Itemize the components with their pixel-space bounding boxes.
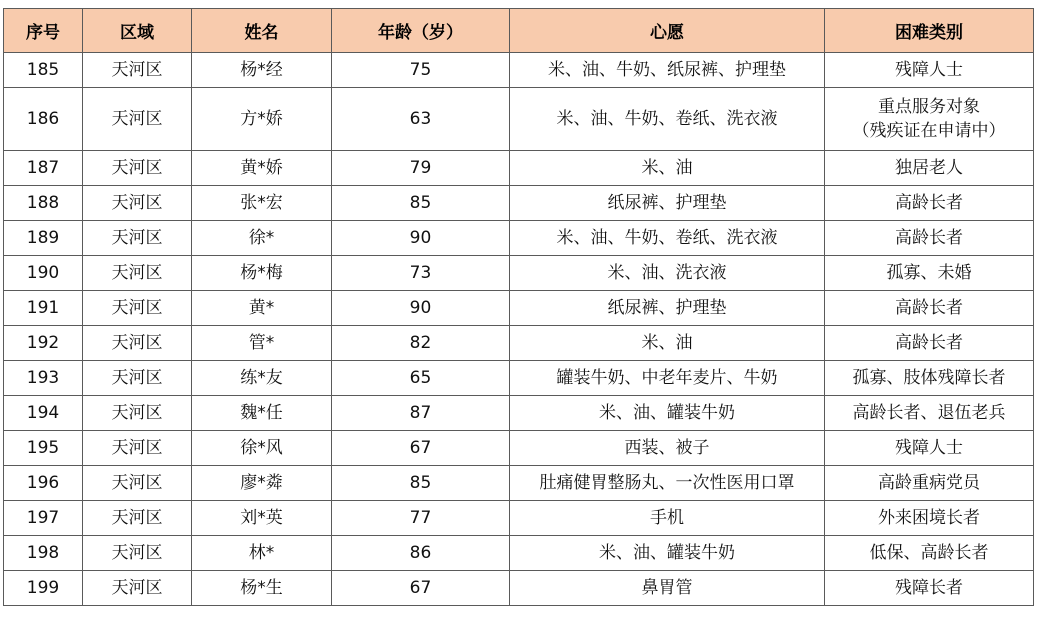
cell-wish[interactable]: 米、油、牛奶、卷纸、洗衣液 <box>510 221 825 256</box>
cell-no[interactable]: 193 <box>4 361 83 396</box>
table-row <box>4 186 1034 221</box>
cell-age[interactable]: 85 <box>332 186 510 221</box>
header-wish[interactable]: 心愿 <box>510 9 825 53</box>
cell-district[interactable]: 天河区 <box>83 256 192 291</box>
cell-no[interactable]: 187 <box>4 151 83 186</box>
header-no[interactable]: 序号 <box>4 9 83 53</box>
cell-wish[interactable]: 米、油、罐装牛奶 <box>510 396 825 431</box>
table-row <box>4 291 1034 326</box>
cell-wish[interactable]: 罐装牛奶、中老年麦片、牛奶 <box>510 361 825 396</box>
cell-wish[interactable]: 西装、被子 <box>510 431 825 466</box>
cell-district[interactable]: 天河区 <box>83 88 192 151</box>
cell-district[interactable]: 天河区 <box>83 361 192 396</box>
cell-district[interactable]: 天河区 <box>83 151 192 186</box>
header-name[interactable]: 姓名 <box>192 9 332 53</box>
cell-category[interactable]: 残障人士 <box>825 53 1034 88</box>
cell-wish[interactable]: 米、油、牛奶、卷纸、洗衣液 <box>510 88 825 151</box>
cell-age[interactable]: 87 <box>332 396 510 431</box>
cell-no[interactable]: 190 <box>4 256 83 291</box>
cell-age[interactable]: 90 <box>332 221 510 256</box>
cell-name[interactable]: 杨*生 <box>192 571 332 606</box>
cell-category[interactable]: 孤寡、未婚 <box>825 256 1034 291</box>
cell-name[interactable]: 张*宏 <box>192 186 332 221</box>
cell-category[interactable]: 高龄长者 <box>825 186 1034 221</box>
cell-district[interactable]: 天河区 <box>83 466 192 501</box>
cell-name[interactable]: 林* <box>192 536 332 571</box>
cell-category[interactable] <box>825 88 1034 151</box>
cell-no[interactable]: 198 <box>4 536 83 571</box>
cell-district[interactable]: 天河区 <box>83 326 192 361</box>
cell-wish[interactable]: 米、油 <box>510 151 825 186</box>
cell-name[interactable]: 杨*梅 <box>192 256 332 291</box>
cell-name[interactable]: 魏*任 <box>192 396 332 431</box>
cell-no[interactable]: 197 <box>4 501 83 536</box>
cell-no[interactable]: 196 <box>4 466 83 501</box>
cell-age[interactable]: 67 <box>332 571 510 606</box>
table-row <box>4 571 1034 606</box>
table-row <box>4 466 1034 501</box>
cell-age[interactable]: 75 <box>332 53 510 88</box>
cell-age[interactable]: 85 <box>332 466 510 501</box>
category-line-2: （残疾证在申请中） <box>852 121 1006 141</box>
cell-district[interactable]: 天河区 <box>83 291 192 326</box>
cell-age[interactable]: 90 <box>332 291 510 326</box>
cell-category[interactable]: 外来困境长者 <box>825 501 1034 536</box>
cell-name[interactable]: 刘*英 <box>192 501 332 536</box>
cell-no[interactable]: 188 <box>4 186 83 221</box>
table-row <box>4 256 1034 291</box>
cell-wish[interactable]: 米、油 <box>510 326 825 361</box>
cell-age[interactable]: 67 <box>332 431 510 466</box>
cell-no[interactable]: 191 <box>4 291 83 326</box>
cell-name[interactable]: 方*娇 <box>192 88 332 151</box>
cell-wish[interactable]: 米、油、牛奶、纸尿裤、护理垫 <box>510 53 825 88</box>
cell-category[interactable]: 高龄长者、退伍老兵 <box>825 396 1034 431</box>
cell-no[interactable]: 199 <box>4 571 83 606</box>
header-district[interactable]: 区域 <box>83 9 192 53</box>
cell-no[interactable]: 195 <box>4 431 83 466</box>
table-row <box>4 501 1034 536</box>
cell-name[interactable]: 廖*粦 <box>192 466 332 501</box>
cell-category[interactable]: 残障长者 <box>825 571 1034 606</box>
cell-wish[interactable]: 鼻胃管 <box>510 571 825 606</box>
cell-category[interactable]: 高龄长者 <box>825 221 1034 256</box>
cell-no[interactable]: 186 <box>4 88 83 151</box>
table-row <box>4 151 1034 186</box>
cell-age[interactable]: 79 <box>332 151 510 186</box>
cell-district[interactable]: 天河区 <box>83 571 192 606</box>
cell-category[interactable]: 独居老人 <box>825 151 1034 186</box>
cell-category[interactable]: 高龄长者 <box>825 291 1034 326</box>
wish-list-table <box>3 8 1034 606</box>
cell-age[interactable]: 65 <box>332 361 510 396</box>
cell-category[interactable]: 低保、高龄长者 <box>825 536 1034 571</box>
table-row <box>4 536 1034 571</box>
cell-age[interactable]: 82 <box>332 326 510 361</box>
cell-age[interactable]: 86 <box>332 536 510 571</box>
cell-wish[interactable]: 肚痛健胃整肠丸、一次性医用口罩 <box>510 466 825 501</box>
header-row <box>4 9 1034 53</box>
cell-age[interactable]: 77 <box>332 501 510 536</box>
cell-name[interactable]: 徐* <box>192 221 332 256</box>
cell-district[interactable]: 天河区 <box>83 53 192 88</box>
cell-category[interactable]: 高龄重病党员 <box>825 466 1034 501</box>
cell-wish[interactable]: 米、油、罐装牛奶 <box>510 536 825 571</box>
cell-category[interactable]: 残障人士 <box>825 431 1034 466</box>
cell-name[interactable]: 管* <box>192 326 332 361</box>
cell-name[interactable]: 黄*娇 <box>192 151 332 186</box>
cell-no[interactable]: 194 <box>4 396 83 431</box>
table-row <box>4 88 1034 151</box>
cell-district[interactable]: 天河区 <box>83 221 192 256</box>
cell-district[interactable]: 天河区 <box>83 186 192 221</box>
cell-name[interactable]: 黄* <box>192 291 332 326</box>
cell-wish[interactable]: 纸尿裤、护理垫 <box>510 291 825 326</box>
cell-age[interactable]: 73 <box>332 256 510 291</box>
table-row <box>4 396 1034 431</box>
table-row <box>4 221 1034 256</box>
category-line-1: 重点服务对象 <box>878 97 980 117</box>
cell-name[interactable]: 徐*风 <box>192 431 332 466</box>
cell-district[interactable]: 天河区 <box>83 536 192 571</box>
cell-district[interactable]: 天河区 <box>83 431 192 466</box>
table-row <box>4 326 1034 361</box>
wish-list-sheet <box>3 8 1034 606</box>
cell-category[interactable]: 高龄长者 <box>825 326 1034 361</box>
cell-no[interactable]: 192 <box>4 326 83 361</box>
cell-category[interactable]: 孤寡、肢体残障长者 <box>825 361 1034 396</box>
table-row <box>4 361 1034 396</box>
cell-district[interactable]: 天河区 <box>83 501 192 536</box>
cell-wish[interactable]: 纸尿裤、护理垫 <box>510 186 825 221</box>
cell-no[interactable]: 185 <box>4 53 83 88</box>
cell-district[interactable]: 天河区 <box>83 396 192 431</box>
cell-name[interactable]: 杨*经 <box>192 53 332 88</box>
table-row <box>4 431 1034 466</box>
cell-name[interactable]: 练*友 <box>192 361 332 396</box>
cell-wish[interactable]: 米、油、洗衣液 <box>510 256 825 291</box>
cell-no[interactable]: 189 <box>4 221 83 256</box>
table-row <box>4 53 1034 88</box>
cell-wish[interactable]: 手机 <box>510 501 825 536</box>
header-category[interactable]: 困难类别 <box>825 9 1034 53</box>
header-age[interactable]: 年龄（岁） <box>332 9 510 53</box>
cell-age[interactable]: 63 <box>332 88 510 151</box>
